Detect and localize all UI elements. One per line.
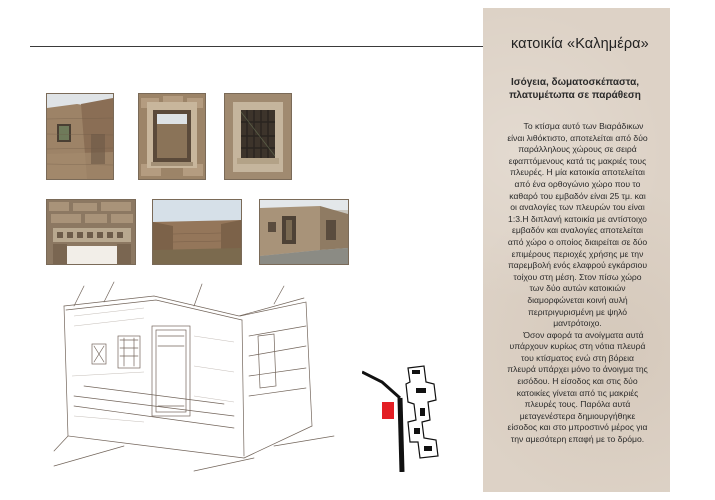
photo-ruin-wall bbox=[46, 93, 114, 180]
body-line: εισόδου. Η είσοδος και στις δύο bbox=[517, 376, 638, 387]
body-line: από ένα ορθογώνιο χώρο που το bbox=[514, 178, 641, 189]
body-line: υπάρχουν κυρίως στη νότια πλευρά bbox=[509, 341, 646, 352]
body-line: πλευρές τους. Παρόλα αυτά bbox=[524, 399, 631, 410]
body-line: διαμορφώνεται κοινή αυλή bbox=[527, 294, 628, 305]
photo-grille-window bbox=[224, 93, 292, 180]
body-line: από χώρο ο οποίος διαιρείται σε δύο bbox=[507, 236, 648, 247]
subtitle-line: Ισόγεια, δωματοσκέπαστα, bbox=[511, 77, 639, 88]
body-line: είσοδος και στο μπροστινό μέρος για bbox=[507, 422, 648, 433]
photo-street-view bbox=[259, 199, 349, 265]
body-line: Όσον αφορά τα ανοίγματα αυτά bbox=[523, 329, 644, 340]
body-line: εφαπτόμενους κατά τις μακριές τους bbox=[508, 155, 647, 166]
body-line: παρεμβολή ενός ελαφρού εγκάρσιου bbox=[507, 260, 648, 271]
body-line: εμβαδόν και αναλογίες αποτελείται bbox=[512, 225, 643, 236]
body-line: 1:3.Η διπλανή κατοικία με αντίστοιχο bbox=[508, 213, 647, 224]
body-line: του κτίσματος ενώ στη βόρεια bbox=[521, 352, 634, 363]
body-line: πλευρά υπάρχει μόνο το άνοιγμα της bbox=[507, 364, 648, 375]
body-line: τοίχου στη μέση. Στον πίσω χώρο bbox=[513, 271, 642, 282]
photo-window-frame bbox=[138, 93, 206, 180]
body-line: κατοικίες γίνεται από τις μακριές bbox=[516, 387, 639, 398]
sidebar-body-text bbox=[487, 121, 668, 446]
pencil-sketch-house bbox=[44, 276, 344, 476]
body-line: καθαρό του εμβαδόν είναι 25 τμ. και bbox=[509, 190, 646, 201]
body-line: οι αναλογίες των πλευρών του είναι bbox=[510, 202, 645, 213]
body-line: μεταγενέστερα δημιουργήθηκε bbox=[519, 410, 636, 421]
body-line: πλευρές. Η μία κατοικία αποτελείται bbox=[510, 167, 645, 178]
body-line: παράλληλους χώρους σε σειρά bbox=[518, 144, 637, 155]
body-line: την αμεσότερη επαφή με το δρόμο. bbox=[510, 434, 645, 445]
title-rule bbox=[30, 46, 498, 47]
body-line: μαντρότοιχο. bbox=[553, 318, 602, 329]
body-line: Το κτίσμα αυτό των Βιαράδικων bbox=[523, 121, 644, 131]
sidebar-subtitle bbox=[490, 76, 660, 102]
body-line: περιτριγυρισμένη με ψηλό bbox=[527, 306, 628, 317]
photo-lintel bbox=[46, 199, 136, 265]
body-line: επιμέρους περιοχές χρήσης με την bbox=[511, 248, 644, 259]
photo-courtyard bbox=[152, 199, 242, 265]
subtitle-line: πλατυμέτωπα σε παράθεση bbox=[509, 90, 641, 101]
body-line: των δύο αυτών κατοικιών bbox=[529, 283, 626, 294]
site-plan-diagram bbox=[362, 362, 452, 472]
page-title: κατοικία «Καλημέρα» bbox=[511, 36, 649, 52]
body-line: είναι λιθόκτιστο, αποτελείται από δύο bbox=[507, 132, 648, 143]
